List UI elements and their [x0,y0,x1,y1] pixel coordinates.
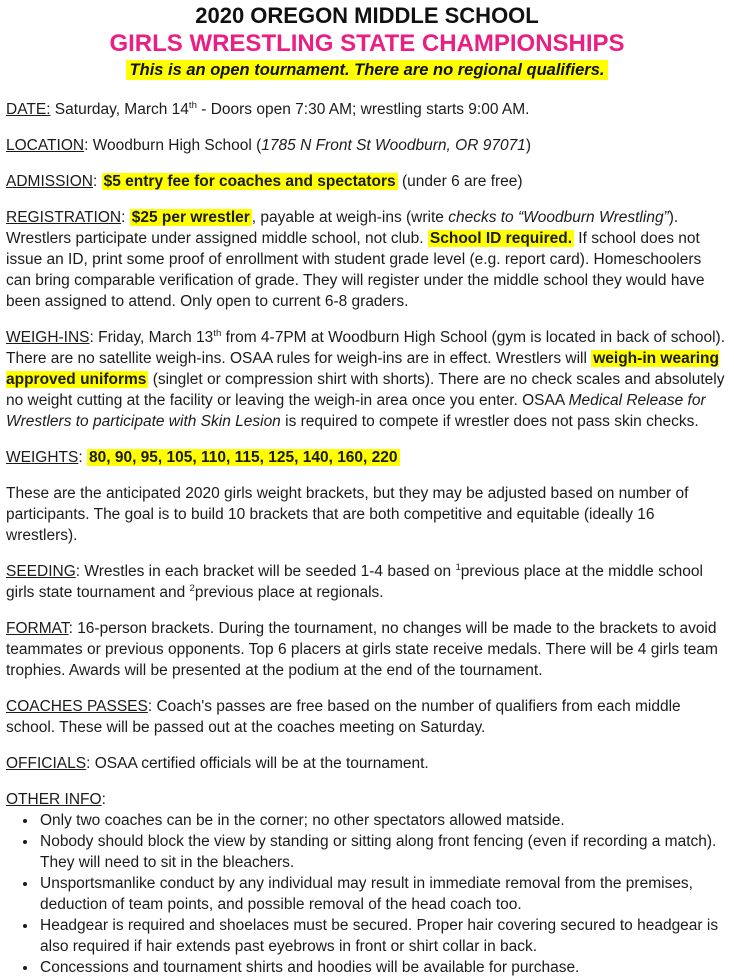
date-label: DATE: [6,101,51,118]
page-title: 2020 OREGON MIDDLE SCHOOL [195,3,539,28]
date-text: Saturday, March 14 [50,101,189,118]
seeding-footnote-2: 2 [189,582,195,594]
other-info-colon: : [101,791,106,808]
location-address: 1785 N Front St Woodburn, OR 97071 [261,137,526,154]
weighins-label: WEIGH-INS [6,329,90,346]
section-coaches-passes [6,696,728,738]
registration-text: : [121,209,130,226]
admission-text-2: (under 6 are free) [397,173,523,190]
weighins-ordinal-superscript: th [213,327,222,339]
format-text: : 16-person brackets. During the tournament, no changes will be made to the brackets to avoid teammates or previous opponents. Top 6 placers at girls state receive medals. There will be 4 girls team trophies. Awards will be presented at the podium at the end of the tournament. [6,620,718,679]
section-weighins [6,327,728,432]
registration-fee-highlight: $25 per wrestler [131,209,250,226]
weighins-text-2: from 4-7PM at Woodburn High School (gym is located in back of school). There are no satellite weigh-ins. OSAA rules for weigh-ins are in effect. Wrestlers will [6,329,726,367]
banner-row [6,60,728,81]
page-subtitle: GIRLS WRESTLING STATE CHAMPIONSHIPS [109,30,625,57]
date-text-2: - Doors open 7:30 AM; wrestling starts 9:00 AM. [196,101,530,118]
registration-text-4: If school does not issue an ID, print some proof of enrollment with student grade level (e.g. report card). Homeschoolers can bring comparable verification of grade. They will register under the middle school they would have been assigned to attend. Only open to current 6-8 graders. [6,230,705,310]
seeding-text: : Wrestles in each bracket will be seeded 1-4 based on [75,563,456,580]
section-admission [6,171,728,192]
seeding-footnote-1: 1 [455,561,461,573]
weighins-text-3: (singlet or compression shirt with shorts). There are no check scales and absolutely no weight cutting at the facility or leaving the weigh-in area once you enter. OSAA [6,371,725,409]
section-registration [6,207,728,312]
coaches-passes-label: COACHES PASSES [6,698,148,715]
location-text: : Woodburn High School ( [84,137,262,154]
section-officials [6,753,728,774]
other-info-list [6,810,728,978]
admission-text: : [92,173,102,190]
weighins-text-4: is required to compete if wrestler does not pass skin checks. [280,413,699,430]
admission-fee-highlight: $5 entry fee for coaches and spectators [103,173,396,190]
open-tournament-banner: This is an open tournament. There are no regional qualifiers. [126,60,609,80]
other-info-label: OTHER INFO [6,791,102,808]
registration-label: REGISTRATION [6,209,122,226]
weights-text: : [78,449,87,466]
date-ordinal-superscript: th [188,99,197,111]
seeding-text-3: previous place at regionals. [194,584,384,601]
list-item: • Concessions and tournament shirts and hoodies will be available for purchase. [38,957,728,978]
list-item: • Unsportsmanlike conduct by any individual may result in immediate removal from the premises, deduction of team points, and possible removal of the head coach too. [38,873,728,915]
section-date [6,99,728,120]
weighins-uniform-highlight: weigh-in wearing approved uniforms [6,350,719,388]
school-id-highlight: School ID required. [429,230,572,247]
weighins-text: : Friday, March 13 [89,329,214,346]
registration-text-3: ). Wrestlers participate under assigned middle school, not club. [6,209,679,247]
coaches-passes-text: : Coach's passes are free based on the number of qualifiers from each middle school. These will be passed out at the coaches meeting on Saturday. [6,698,681,736]
section-seeding [6,561,728,603]
format-label: FORMAT [6,620,69,637]
officials-text: : OSAA certified officials will be at the tournament. [86,755,429,772]
weighins-medical-release-italic: Medical Release for Wrestlers to participate with Skin Lesion [6,392,706,430]
location-label: LOCATION [6,137,85,154]
section-other-info-heading [6,789,728,810]
list-item: • Only two coaches can be in the corner; no other spectators allowed matside. [38,810,728,831]
registration-text-2: , payable at weigh-ins (write [251,209,449,226]
seeding-label: SEEDING [6,563,76,580]
seeding-text-2: previous place at the middle school girls state tournament and [6,563,703,601]
weights-label: WEIGHTS [6,449,79,466]
section-location [6,135,728,156]
location-text-2: ) [525,137,531,154]
list-item: • Nobody should block the view by standing or sitting along front fencing (even if recording a match). They will need to sit in the bleachers. [38,831,728,873]
registration-checks-italic: checks to “Woodburn Wrestling” [448,209,669,226]
list-item: • Headgear is required and shoelaces must be secured. Proper hair covering secured to headgear is also required if hair extends past eyebrows in front or shirt collar in back. [38,915,728,957]
officials-label: OFFICIALS [6,755,87,772]
weights-note-paragraph: These are the anticipated 2020 girls weight brackets, but they may be adjusted based on number of participants. The goal is to build 10 brackets that are both competitive and equitable (ideally 16 wrestlers). [6,485,689,544]
section-format [6,618,728,681]
weights-list-highlight: 80, 90, 95, 105, 110, 115, 125, 140, 160, 220 [88,449,398,466]
section-weights [6,447,728,468]
admission-label: ADMISSION [6,173,93,190]
